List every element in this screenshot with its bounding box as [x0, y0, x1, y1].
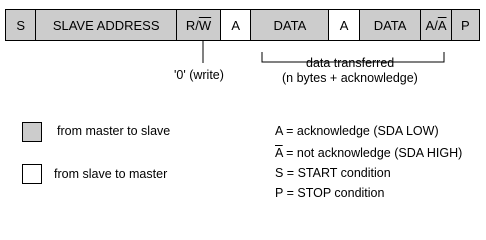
data-transferred-label: data transferred [306, 56, 395, 70]
legend-swatch-master [22, 122, 42, 142]
legend-swatch-slave [22, 164, 42, 184]
definition-ack: A = acknowledge (SDA LOW) [275, 124, 439, 138]
field-data-2-label: DATA [373, 17, 407, 33]
definition-stop: P = STOP condition [275, 186, 385, 200]
definition-nack-symbol: $\overline{A}$ [275, 146, 283, 160]
definition-nack-text: = not acknowledge (SDA HIGH) [282, 146, 463, 160]
legend-master-to-slave: from master to slave [57, 124, 171, 138]
field-stop-label: P [461, 17, 470, 33]
legend-slave-to-master: from slave to master [54, 167, 168, 181]
field-ack-1-label: A [231, 17, 240, 33]
field-start-label: S [16, 17, 25, 33]
field-ack-nack-label: A/ [425, 17, 438, 33]
field-ack-nack-overline: $\overline{A}$ [437, 17, 447, 33]
field-read-write-overline: $\overline{W}$ [198, 17, 212, 33]
definition-nack [275, 146, 462, 160]
data-transferred-sublabel: (n bytes + acknowledge) [282, 71, 418, 85]
field-data-1-label: DATA [273, 17, 307, 33]
field-ack-2-label: A [339, 17, 349, 33]
definition-start: S = START condition [275, 166, 391, 180]
rw-zero-annotation: '0' (write) [174, 68, 224, 82]
field-slave-address-label: SLAVE ADDRESS [52, 17, 160, 33]
field-read-write-label: R/ [185, 17, 199, 33]
